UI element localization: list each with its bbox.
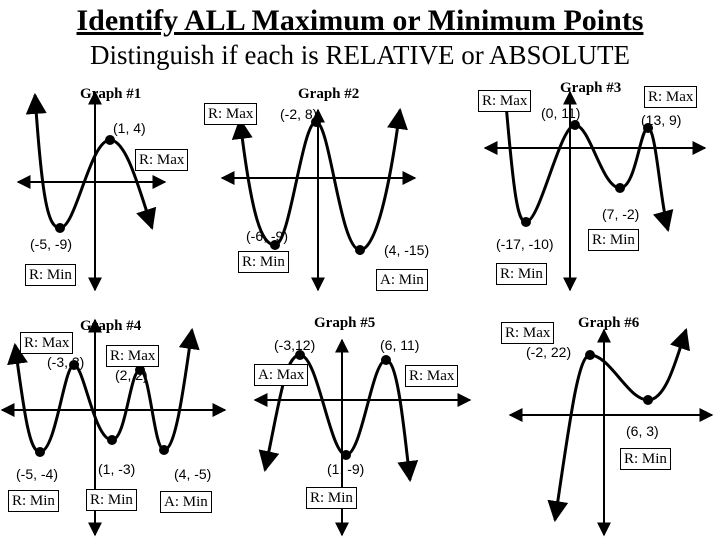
graph-6-plot [510,330,712,535]
graph-2-answer-min-1: R: Min [238,251,289,273]
graph-1-answer-max: R: Max [135,149,188,171]
graph-2-point-min-2 [355,245,365,255]
graph-3-answer-max-2: R: Max [644,86,697,108]
graph-1-point-max [105,135,115,145]
graph-5-point-min [341,450,351,460]
graph-6-title: Graph #6 [578,315,640,331]
graph-3-coord-min-2: (7, -2) [602,206,640,222]
graph-3-coord-min-1: (-17, -10) [496,236,554,252]
graph-3-coord-max-1: (0, 11) [541,105,581,121]
graph-2-answer-max: R: Max [204,103,257,125]
graph-4-coord-min-2: (1, -3) [98,461,136,477]
graph-5-coord-max-1: (-3,12) [274,337,316,353]
graph-1-coord-min: (-5, -9) [30,236,72,252]
graph-4-title: Graph #4 [80,318,142,334]
graph-5-answer-min: R: Min [306,487,357,509]
graph-3-answer-min-2: R: Min [588,229,639,251]
graph-4-point-min-2 [107,435,117,445]
graph-6-answer-min: R: Min [620,448,671,470]
graph-2-coord-max: (-2, 8) [280,106,318,122]
graph-3-answer-min-1: R: Min [496,263,547,285]
graph-4-coord-min-3: (4, -5) [174,466,212,482]
graph-4-answer-max-2: R: Max [106,345,159,367]
graph-1-point-min [55,223,65,233]
graph-2-coord-min-1: (-6, -9) [246,228,288,244]
graph-5-answer-max-1: A: Max [254,364,308,386]
graph-3-coord-max-2: (13, 9) [641,112,682,128]
graph-5-coord-max-2: (6, 11) [380,337,420,353]
graph-6-answer-max: R: Max [501,322,554,344]
page-title: Identify ALL Maximum or Minimum Points [76,4,644,37]
graph-6-point-max [585,350,595,360]
graph-6-curve [555,330,686,520]
graph-6-coord-max: (-2, 22) [526,344,572,360]
graph-3-answer-max-1: R: Max [478,90,531,112]
graph-5-point-max-2 [381,355,391,365]
graph-3-point-min-1 [521,217,531,227]
graph-4-coord-max-1: (-3, 3) [47,354,85,370]
graph-3-point-max-1 [570,120,580,130]
graph-4-coord-min-1: (-5, -4) [16,466,58,482]
graph-4-point-min-3 [159,445,169,455]
graph-5-title: Graph #5 [314,315,376,331]
graph-1-title: Graph #1 [80,86,142,102]
graph-2-answer-min-2: A: Min [376,269,428,291]
graph-4-answer-min-2: R: Min [86,489,137,511]
graph-1-answer-min: R: Min [25,264,76,286]
graph-4-coord-max-2: (2, 2) [115,367,148,383]
graph-6-point-min [643,395,653,405]
graph-3-point-min-2 [615,183,625,193]
graph-3-title: Graph #3 [560,80,622,96]
graph-4-point-min-1 [35,447,45,457]
graph-1-coord-max: (1, 4) [113,120,146,136]
graph-4-answer-min-1: R: Min [8,490,59,512]
graph-5-answer-max-2: R: Max [405,365,458,387]
page-subtitle: Distinguish if each is RELATIVE or ABSOLUTE [90,40,630,70]
graph-2-coord-min-2: (4, -15) [384,242,430,258]
graph-5-coord-min: (1, -9) [327,461,365,477]
graph-4-answer-min-3: A: Min [160,491,212,513]
graph-2-title: Graph #2 [298,86,360,102]
graph-4-answer-max-1: R: Max [20,332,73,354]
graph-6-coord-min: (6, 3) [626,423,659,439]
